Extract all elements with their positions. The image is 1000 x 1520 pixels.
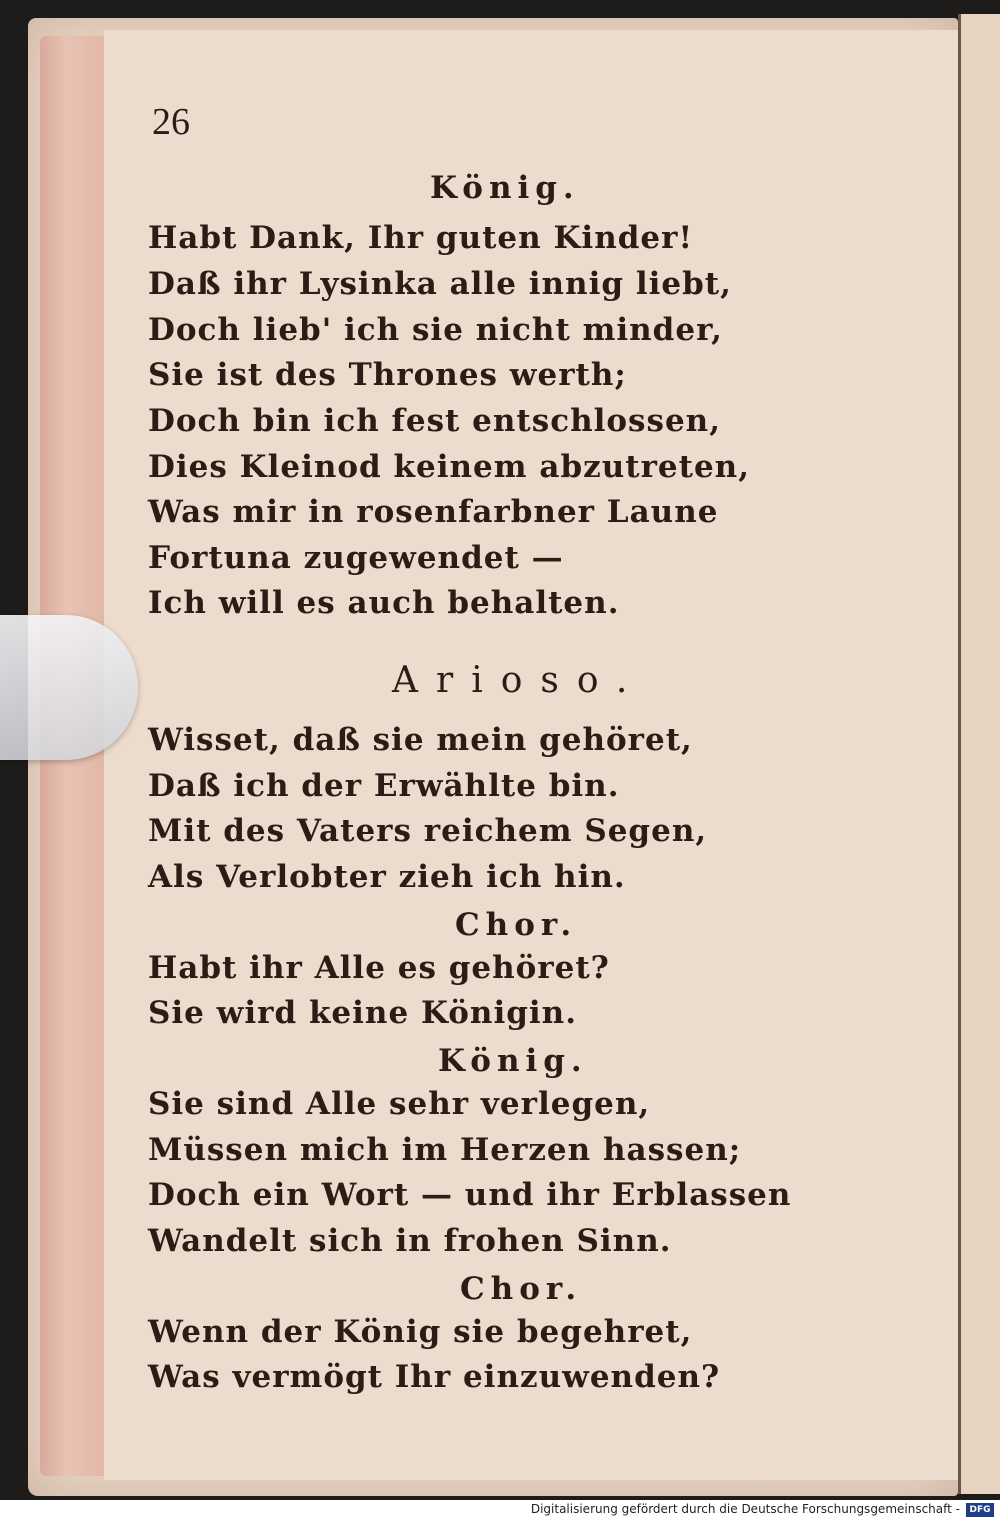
verse-line: Daß ihr Lysinka alle innig liebt, [148,266,732,302]
verse-line: Sie wird keine Königin. [148,995,578,1031]
verse-line: Sie sind Alle sehr verlegen, [148,1086,651,1122]
verse-line: Habt ihr Alle es gehöret? [148,950,610,986]
verse-line: Was mir in rosenfarbner Laune [148,494,719,530]
verse-line: Sie ist des Thrones werth; [148,357,627,393]
verse-line: Dies Kleinod keinem abzutreten, [148,449,751,485]
verse-line: Wandelt sich in frohen Sinn. [148,1223,672,1259]
verse-line: Als Verlobter zieh ich hin. [148,859,626,895]
verse-line: Was vermögt Ihr einzuwenden? [148,1359,721,1395]
verse-line: Mit des Vaters reichem Segen, [148,813,708,849]
page-number: 26 [152,101,190,143]
verse-line: Ich will es auch behalten. [148,585,620,621]
funding-credit: Digitalisierung gefördert durch die Deutsche Forschungsgemeinschaft - [530,1502,960,1516]
verse-line: Wenn der König sie begehret, [148,1314,693,1350]
section-heading: König. [438,1043,588,1079]
section-heading: Chor. [455,907,578,943]
verse-line: Habt Dank, Ihr guten Kinder! [148,220,694,256]
verse-line: Müssen mich im Herzen hassen; [148,1132,742,1168]
verse-line: Doch bin ich fest entschlossen, [148,403,722,439]
section-heading: König. [430,170,580,206]
section-heading: Chor. [460,1271,583,1307]
verse-line: Doch ein Wort — und ihr Erblassen [148,1177,792,1213]
verse-line: Doch lieb' ich sie nicht minder, [148,312,723,348]
dfg-logo: DFG [966,1503,994,1517]
verse-line: Daß ich der Erwählte bin. [148,768,620,804]
verse-line: Fortuna zugewendet — [148,540,564,576]
footer-bar [0,1500,1000,1520]
section-heading: Arioso. [392,660,646,701]
verse-line: Wisset, daß sie mein gehöret, [148,722,693,758]
